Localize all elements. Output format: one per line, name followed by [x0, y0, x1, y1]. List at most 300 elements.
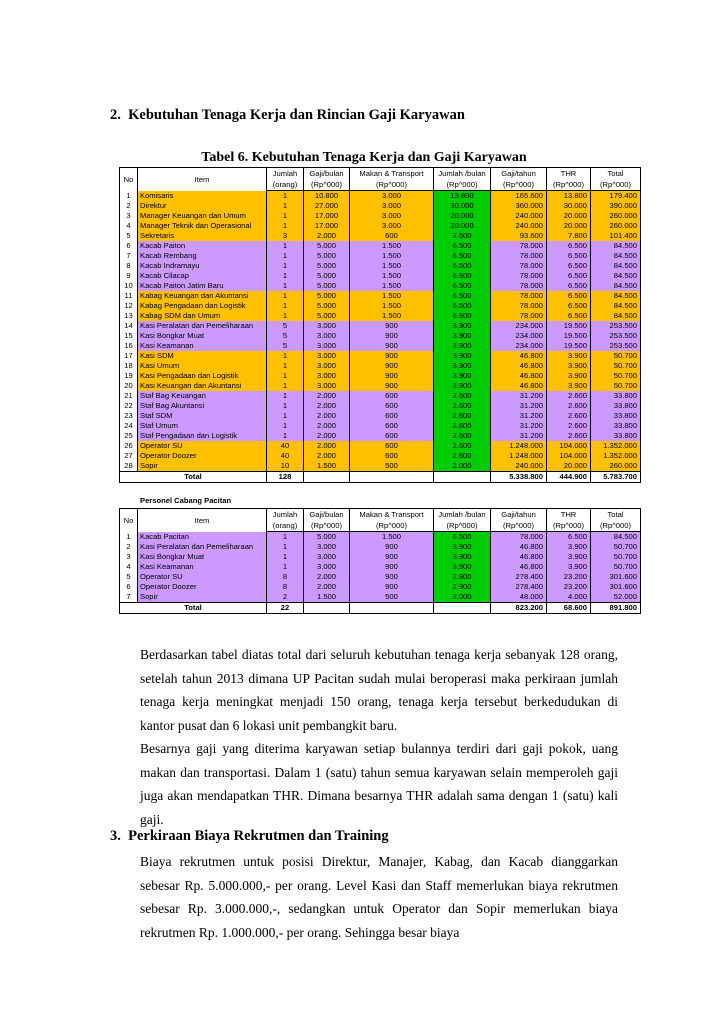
row-no: 26	[120, 441, 138, 451]
row-thr: 104.000	[547, 441, 591, 451]
header-total: Total	[591, 168, 641, 180]
row-no: 7	[120, 592, 138, 603]
paragraph-3: Biaya rekrutmen untuk posisi Direktur, Manajer, Kabag, dan Kacab dianggarkan sebesar Rp. 5.000.000,- per orang. Level Kasi dan Staff memerlukan biaya rekrutmen sebesar Rp. 3.000.000,-, sedangkan untuk Operator dan Sopir memerlukan biaya rekrutmen Rp. 1.000.000,- per orang. Sehingga besar biaya	[140, 854, 618, 940]
table-row	[120, 301, 641, 311]
row-gaji-tahun: 78.000	[491, 291, 547, 301]
header-jumlah: Jumlah	[267, 168, 304, 180]
row-thr: 30.000	[547, 201, 591, 211]
row-thr: 20.000	[547, 211, 591, 221]
row-item: Kabag SDM dan Umum	[138, 311, 267, 321]
row-gaji-bulan: 3.000	[304, 381, 350, 391]
total-label: Total	[120, 603, 267, 614]
row-no: 16	[120, 341, 138, 351]
row-gaji-bulan: 2.000	[304, 401, 350, 411]
row-makan-transport: 1.500	[350, 311, 434, 321]
row-no: 22	[120, 401, 138, 411]
row-item: Kasi Umum	[138, 361, 267, 371]
row-makan-transport: 500	[350, 461, 434, 472]
header-no: No	[120, 168, 138, 191]
row-thr: 7.800	[547, 231, 591, 241]
row-item: Direktur	[138, 201, 267, 211]
row-jumlah: 1	[267, 291, 304, 301]
row-gaji-tahun: 1.248.000	[491, 451, 547, 461]
table-row	[120, 331, 641, 341]
row-gaji-bulan: 2.000	[304, 421, 350, 431]
total-total: 5.783.700	[591, 472, 641, 483]
header-jumlah-bulan: Jumlah /bulan	[434, 509, 491, 521]
row-item: Sopir	[138, 592, 267, 603]
row-no: 9	[120, 271, 138, 281]
row-no: 10	[120, 281, 138, 291]
table-row	[120, 351, 641, 361]
row-jumlah-bulan: 6.500	[434, 301, 491, 311]
row-gaji-tahun: 240.000	[491, 461, 547, 472]
row-jumlah: 40	[267, 451, 304, 461]
row-gaji-tahun: 78.000	[491, 271, 547, 281]
row-makan-transport: 1.500	[350, 241, 434, 251]
paragraph-2: Besarnya gaji yang diterima karyawan setiap bulannya terdiri dari gaji pokok, uang makan dan transportasi. Dalam 1 (satu) tahun semua karyawan selain memperoleh gaji juga akan mendapatkan THR. Dimana besarnya THR adalah sama dengan 1 (satu) kali gaji.	[140, 741, 618, 827]
row-makan-transport: 900	[350, 381, 434, 391]
row-makan-transport: 900	[350, 331, 434, 341]
row-total: 253.500	[591, 321, 641, 331]
row-jumlah-bulan: 3.900	[434, 331, 491, 341]
section-2-heading	[110, 107, 465, 124]
row-gaji-tahun: 46.800	[491, 542, 547, 552]
row-thr: 2.600	[547, 401, 591, 411]
row-jumlah: 1	[267, 401, 304, 411]
row-thr: 3.900	[547, 381, 591, 391]
table-row	[120, 241, 641, 251]
table-row	[120, 421, 641, 431]
table-row	[120, 411, 641, 421]
row-makan-transport: 600	[350, 231, 434, 241]
row-makan-transport: 600	[350, 451, 434, 461]
row-no: 8	[120, 261, 138, 271]
row-thr: 2.600	[547, 431, 591, 441]
table-row	[120, 542, 641, 552]
header-gaji-tahun: Gaji/tahun	[491, 509, 547, 521]
row-item: Staf Umum	[138, 421, 267, 431]
row-item: Kasi Keamanan	[138, 562, 267, 572]
row-makan-transport: 900	[350, 371, 434, 381]
header-total-unit: (Rp^000)	[591, 520, 641, 532]
row-jumlah: 1	[267, 562, 304, 572]
row-no: 14	[120, 321, 138, 331]
row-total: 84.500	[591, 532, 641, 543]
row-item: Operator Doozer	[138, 451, 267, 461]
row-gaji-tahun: 78.000	[491, 261, 547, 271]
row-total: 260.000	[591, 221, 641, 231]
row-total: 260.000	[591, 211, 641, 221]
row-jumlah-bulan: 2.600	[434, 451, 491, 461]
row-gaji-bulan: 5.000	[304, 532, 350, 543]
row-gaji-bulan: 3.000	[304, 341, 350, 351]
row-jumlah: 1	[267, 552, 304, 562]
row-item: Kasi Bongkar Muat	[138, 552, 267, 562]
table-row	[120, 371, 641, 381]
row-no: 12	[120, 301, 138, 311]
row-no: 5	[120, 231, 138, 241]
row-jumlah-bulan: 6.500	[434, 261, 491, 271]
table-row	[120, 401, 641, 411]
row-no: 4	[120, 562, 138, 572]
row-jumlah-bulan: 20.000	[434, 211, 491, 221]
row-makan-transport: 900	[350, 351, 434, 361]
header-total: Total	[591, 509, 641, 521]
row-jumlah-bulan: 2.600	[434, 391, 491, 401]
table-row	[120, 321, 641, 331]
row-total: 84.500	[591, 281, 641, 291]
row-gaji-bulan: 5.000	[304, 311, 350, 321]
row-thr: 20.000	[547, 221, 591, 231]
row-gaji-tahun: 240.000	[491, 221, 547, 231]
row-thr: 4.000	[547, 592, 591, 603]
row-no: 17	[120, 351, 138, 361]
row-jumlah: 1	[267, 421, 304, 431]
row-no: 3	[120, 552, 138, 562]
row-gaji-bulan: 3.000	[304, 562, 350, 572]
row-jumlah-bulan: 6.500	[434, 532, 491, 543]
row-total: 33.800	[591, 421, 641, 431]
row-item: Operator SU	[138, 441, 267, 451]
row-item: Kacab Paiton	[138, 241, 267, 251]
paragraph-1: Berdasarkan tabel diatas total dari seluruh kebutuhan tenaga kerja sebanyak 128 orang, setelah tahun 2013 dimana UP Pacitan sudah mulai beroperasi maka perkiraan jumlah tenaga kerja meningkat menjadi 150 orang, tenaga kerja tersebut berkedudukan di kantor pusat dan 6 lokasi unit pembangkit baru.	[140, 647, 618, 733]
table-row	[120, 441, 641, 451]
total-total: 891.800	[591, 603, 641, 614]
table-row	[120, 231, 641, 241]
row-gaji-bulan: 1.500	[304, 461, 350, 472]
table-row	[120, 211, 641, 221]
row-makan-transport: 1.500	[350, 301, 434, 311]
row-jumlah: 1	[267, 381, 304, 391]
row-thr: 6.500	[547, 291, 591, 301]
row-jumlah: 5	[267, 321, 304, 331]
row-thr: 6.500	[547, 251, 591, 261]
row-gaji-tahun: 278.400	[491, 572, 547, 582]
header-makan-transport: Makan & Transport	[350, 168, 434, 180]
table-pacitan-staff-body	[120, 532, 641, 603]
row-makan-transport: 600	[350, 441, 434, 451]
row-jumlah: 1	[267, 201, 304, 211]
row-jumlah-bulan: 3.900	[434, 361, 491, 371]
row-no: 20	[120, 381, 138, 391]
row-jumlah-bulan: 2.000	[434, 461, 491, 472]
row-makan-transport: 600	[350, 431, 434, 441]
row-gaji-tahun: 31.200	[491, 431, 547, 441]
header-makan-unit: (Rp^000)	[350, 179, 434, 191]
row-gaji-bulan: 5.000	[304, 291, 350, 301]
row-total: 179.400	[591, 191, 641, 202]
table-row	[120, 281, 641, 291]
row-gaji-tahun: 31.200	[491, 391, 547, 401]
row-no: 18	[120, 361, 138, 371]
row-jumlah: 10	[267, 461, 304, 472]
row-no: 28	[120, 461, 138, 472]
row-thr: 3.900	[547, 552, 591, 562]
row-jumlah-bulan: 3.900	[434, 351, 491, 361]
row-makan-transport: 600	[350, 421, 434, 431]
row-makan-transport: 1.500	[350, 271, 434, 281]
row-item: Kacab Pacitan	[138, 532, 267, 543]
header-item: Item	[138, 509, 267, 532]
row-makan-transport: 1.500	[350, 291, 434, 301]
row-item: Kacab Cilacap	[138, 271, 267, 281]
row-gaji-tahun: 46.800	[491, 351, 547, 361]
row-item: Staf SDM	[138, 411, 267, 421]
table-row	[120, 251, 641, 261]
row-makan-transport: 3.000	[350, 211, 434, 221]
row-jumlah-bulan: 2.600	[434, 431, 491, 441]
row-gaji-bulan: 2.000	[304, 451, 350, 461]
row-makan-transport: 600	[350, 401, 434, 411]
row-thr: 13.800	[547, 191, 591, 202]
row-total: 84.500	[591, 301, 641, 311]
row-total: 50.700	[591, 562, 641, 572]
row-total: 52.000	[591, 592, 641, 603]
row-no: 27	[120, 451, 138, 461]
row-no: 2	[120, 201, 138, 211]
row-gaji-bulan: 2.000	[304, 231, 350, 241]
row-item: Staf Bag Akuntansi	[138, 401, 267, 411]
row-total: 253.500	[591, 341, 641, 351]
table-row	[120, 191, 641, 202]
row-gaji-tahun: 46.800	[491, 381, 547, 391]
row-gaji-bulan: 3.000	[304, 351, 350, 361]
row-thr: 6.500	[547, 271, 591, 281]
header-thr: THR	[547, 168, 591, 180]
row-thr: 6.500	[547, 261, 591, 271]
row-jumlah: 1	[267, 211, 304, 221]
row-jumlah-bulan: 2.600	[434, 421, 491, 431]
row-jumlah-bulan: 20.000	[434, 221, 491, 231]
row-item: Kacab Rembang	[138, 251, 267, 261]
total-label: Total	[120, 472, 267, 483]
row-gaji-tahun: 31.200	[491, 411, 547, 421]
row-item: Manager Keuangan dan Umum	[138, 211, 267, 221]
row-thr: 23.200	[547, 572, 591, 582]
row-no: 7	[120, 251, 138, 261]
row-gaji-bulan: 5.000	[304, 251, 350, 261]
table-total-row	[120, 472, 641, 483]
row-jumlah: 8	[267, 582, 304, 592]
row-gaji-tahun: 278.400	[491, 582, 547, 592]
row-total: 50.700	[591, 552, 641, 562]
row-item: Sekretaris	[138, 231, 267, 241]
row-gaji-bulan: 1.500	[304, 592, 350, 603]
row-total: 84.500	[591, 271, 641, 281]
row-no: 4	[120, 221, 138, 231]
row-item: Operator Doozer	[138, 582, 267, 592]
section-3-heading	[110, 828, 389, 845]
row-jumlah: 1	[267, 391, 304, 401]
section-2-number: 2.	[110, 107, 121, 123]
row-jumlah: 2	[267, 592, 304, 603]
row-jumlah-bulan: 6.500	[434, 311, 491, 321]
header-total-unit: (Rp^000)	[591, 179, 641, 191]
row-gaji-tahun: 234.000	[491, 341, 547, 351]
table-row	[120, 451, 641, 461]
row-item: Staf Bag Keuangan	[138, 391, 267, 401]
row-gaji-tahun: 165.600	[491, 191, 547, 202]
row-makan-transport: 1.500	[350, 251, 434, 261]
table-row	[120, 271, 641, 281]
row-jumlah-bulan: 13.800	[434, 191, 491, 202]
row-jumlah-bulan: 3.900	[434, 562, 491, 572]
row-jumlah-bulan: 2.600	[434, 441, 491, 451]
row-total: 253.500	[591, 331, 641, 341]
row-gaji-tahun: 78.000	[491, 301, 547, 311]
row-gaji-tahun: 46.800	[491, 552, 547, 562]
total-gaji-tahun: 823.200	[491, 603, 547, 614]
row-no: 2	[120, 542, 138, 552]
row-makan-transport: 900	[350, 582, 434, 592]
row-item: Kasi Peralatan dan Pemeliharaan	[138, 321, 267, 331]
row-item: Kasi Keuangan dan Akuntansi	[138, 381, 267, 391]
row-makan-transport: 500	[350, 592, 434, 603]
row-thr: 104.000	[547, 451, 591, 461]
row-total: 50.700	[591, 542, 641, 552]
row-gaji-bulan: 27.000	[304, 201, 350, 211]
row-no: 21	[120, 391, 138, 401]
row-jumlah: 1	[267, 371, 304, 381]
table-row	[120, 261, 641, 271]
row-gaji-tahun: 234.000	[491, 321, 547, 331]
row-thr: 19.500	[547, 341, 591, 351]
row-no: 11	[120, 291, 138, 301]
row-no: 6	[120, 241, 138, 251]
header-thr-unit: (Rp^000)	[547, 179, 591, 191]
row-no: 23	[120, 411, 138, 421]
row-total: 390.000	[591, 201, 641, 211]
table-pacitan-staff	[119, 508, 641, 614]
table-row	[120, 221, 641, 231]
row-jumlah-bulan: 2.900	[434, 582, 491, 592]
row-jumlah: 1	[267, 301, 304, 311]
table-staff-needs	[119, 167, 641, 483]
row-gaji-bulan: 5.000	[304, 301, 350, 311]
row-total: 1.352.000	[591, 441, 641, 451]
table-caption: Tabel 6. Kebutuhan Tenaga Kerja dan Gaji Karyawan	[201, 150, 527, 165]
row-jumlah-bulan: 6.500	[434, 281, 491, 291]
row-total: 101.400	[591, 231, 641, 241]
row-total: 260.000	[591, 461, 641, 472]
row-item: Kacab Paiton Jatim Baru	[138, 281, 267, 291]
total-thr: 444.900	[547, 472, 591, 483]
header-gaji-bulan-unit: (Rp^000)	[304, 179, 350, 191]
row-no: 13	[120, 311, 138, 321]
row-item: Kacab Indramayu	[138, 261, 267, 271]
row-makan-transport: 600	[350, 391, 434, 401]
row-jumlah-bulan: 3.900	[434, 341, 491, 351]
row-thr: 6.500	[547, 311, 591, 321]
table-row	[120, 552, 641, 562]
row-gaji-tahun: 360.000	[491, 201, 547, 211]
row-gaji-tahun: 46.800	[491, 361, 547, 371]
row-gaji-bulan: 17.000	[304, 211, 350, 221]
row-thr: 6.500	[547, 241, 591, 251]
row-gaji-bulan: 5.000	[304, 281, 350, 291]
row-jumlah: 1	[267, 191, 304, 202]
row-thr: 19.500	[547, 331, 591, 341]
row-jumlah-bulan: 6.500	[434, 291, 491, 301]
table-staff-needs-body	[120, 191, 641, 472]
row-item: Komisaris	[138, 191, 267, 202]
table-row	[120, 311, 641, 321]
row-total: 50.700	[591, 371, 641, 381]
row-gaji-bulan: 10.800	[304, 191, 350, 202]
row-gaji-tahun: 48.000	[491, 592, 547, 603]
row-makan-transport: 1.500	[350, 532, 434, 543]
total-gaji-tahun: 5.338.800	[491, 472, 547, 483]
header-jumlah-unit: (orang)	[267, 179, 304, 191]
table-row	[120, 562, 641, 572]
row-jumlah: 1	[267, 251, 304, 261]
header-jumlah-unit: (orang)	[267, 520, 304, 532]
row-gaji-tahun: 46.800	[491, 371, 547, 381]
total-jumlah: 128	[267, 472, 304, 483]
row-total: 84.500	[591, 261, 641, 271]
table-row	[120, 572, 641, 582]
row-no: 1	[120, 532, 138, 543]
table-row	[120, 461, 641, 472]
row-total: 33.800	[591, 391, 641, 401]
header-jumlah-bulan: Jumlah /bulan	[434, 168, 491, 180]
row-jumlah-bulan: 2.600	[434, 231, 491, 241]
header-makan-unit: (Rp^000)	[350, 520, 434, 532]
row-thr: 20.000	[547, 461, 591, 472]
row-jumlah: 1	[267, 221, 304, 231]
row-makan-transport: 900	[350, 341, 434, 351]
row-jumlah: 40	[267, 441, 304, 451]
row-jumlah: 1	[267, 431, 304, 441]
row-gaji-bulan: 5.000	[304, 241, 350, 251]
row-no: 15	[120, 331, 138, 341]
row-total: 301.600	[591, 582, 641, 592]
row-thr: 3.900	[547, 351, 591, 361]
row-gaji-tahun: 31.200	[491, 401, 547, 411]
row-jumlah-bulan: 2.000	[434, 592, 491, 603]
row-item: Operator SU	[138, 572, 267, 582]
header-item: Item	[138, 168, 267, 191]
row-makan-transport: 900	[350, 542, 434, 552]
row-jumlah: 3	[267, 231, 304, 241]
row-jumlah-bulan: 2.600	[434, 401, 491, 411]
total-thr: 68.600	[547, 603, 591, 614]
row-makan-transport: 900	[350, 321, 434, 331]
section-3-number: 3.	[110, 828, 121, 844]
header-gaji-tahun: Gaji/tahun	[491, 168, 547, 180]
table-total-row	[120, 603, 641, 614]
row-gaji-bulan: 2.000	[304, 582, 350, 592]
row-thr: 6.500	[547, 532, 591, 543]
row-makan-transport: 900	[350, 572, 434, 582]
header-jumlah: Jumlah	[267, 509, 304, 521]
row-makan-transport: 3.000	[350, 201, 434, 211]
row-item: Kasi SDM	[138, 351, 267, 361]
row-gaji-tahun: 93.600	[491, 231, 547, 241]
row-gaji-bulan: 3.000	[304, 371, 350, 381]
row-gaji-bulan: 2.000	[304, 431, 350, 441]
row-no: 3	[120, 211, 138, 221]
row-thr: 2.600	[547, 391, 591, 401]
row-no: 24	[120, 421, 138, 431]
header-gaji-bulan: Gaji/bulan	[304, 509, 350, 521]
row-no: 1	[120, 191, 138, 202]
row-jumlah: 1	[267, 411, 304, 421]
row-makan-transport: 900	[350, 361, 434, 371]
header-jumlah-bulan-unit: (Rp^000)	[434, 179, 491, 191]
row-item: Kasi Pengadaan dan Logistik	[138, 371, 267, 381]
